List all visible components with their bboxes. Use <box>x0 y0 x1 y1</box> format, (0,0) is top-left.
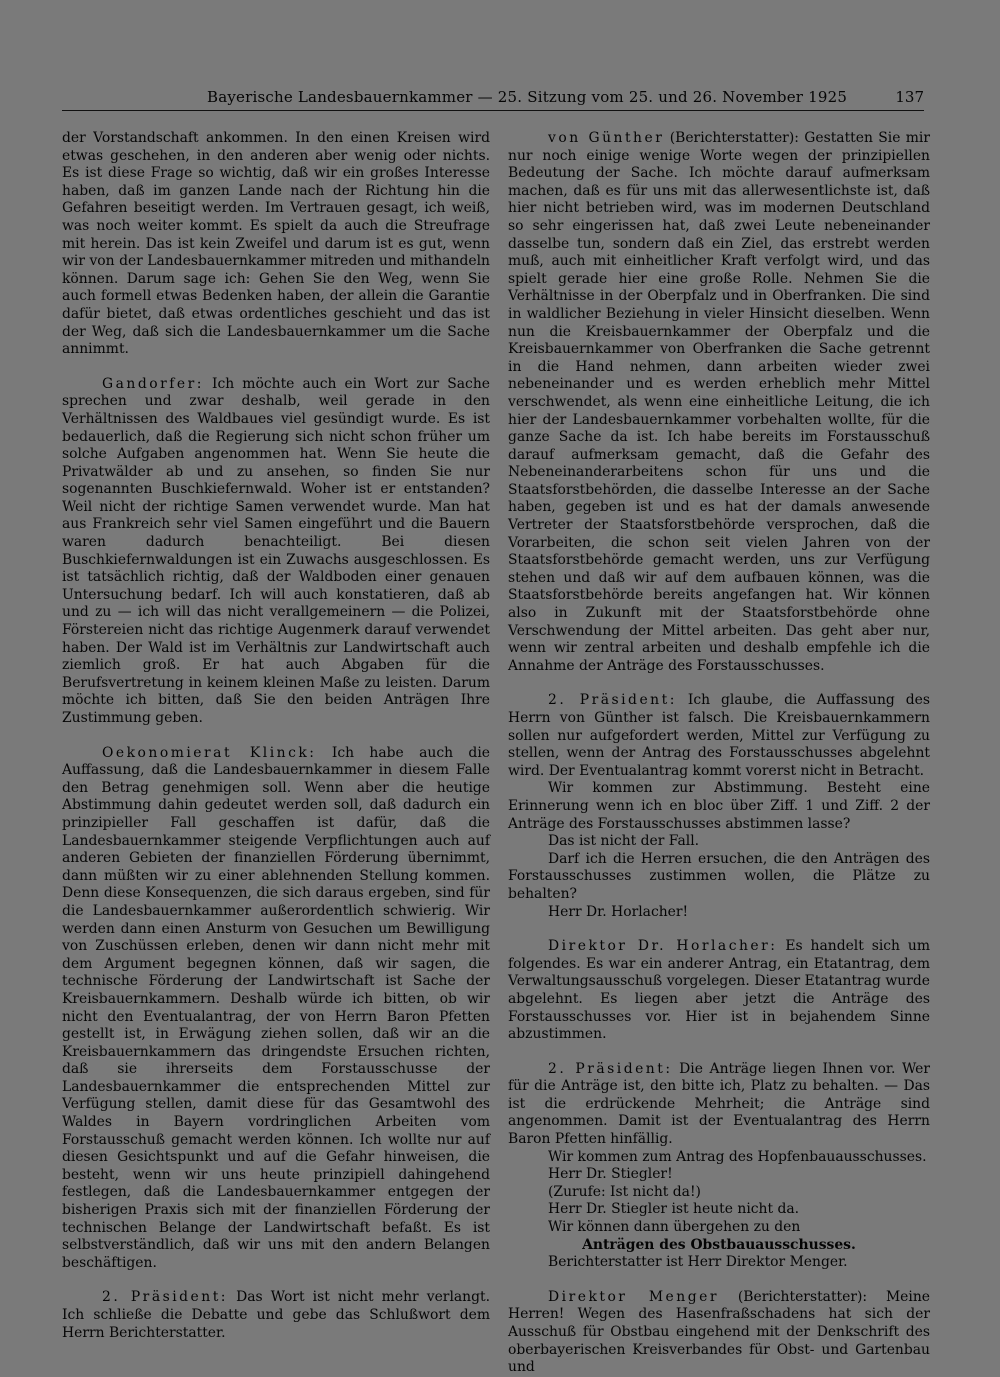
paragraph <box>508 130 930 675</box>
speech-text: Ich glaube, die Auffassung des Herrn von Günther ist falsch. Die Kreisbauernkammern sollen nur aufgefordert werden, Mittel zur Verfügung zu stellen, wenn der Antrag des Forstausschusses abgelehnt wird. Der Eventualantrag kommt vorerst nicht in Betracht. <box>508 692 930 779</box>
speech-text: Ich habe auch die Auffassung, daß die Landesbauernkammer in diesem Falle den Betrag genehmigen soll. Wenn aber die heutige Abstimmung dahin gedeutet werden soll, daß dadurch ein prinzipieller Fall geschaffen ist dafür, daß die Landesbauernkammer steigende Verpflichtungen auch auf anderen Gebieten der finanziellen Förderung übernimmt, dann müßten wir zu einer ablehnenden Stellung kommen. Denn diese Konsequenzen, die sich daraus ergeben, sind für die Landesbauernkammer außerordentlich schwierig. Wir werden dann einen Ansturm von Gesuchen um Bewilligung von Zuschüssen erleben, denen wir dann nicht mehr mit dem Argument begegnen können, daß wir sagen, die technische Förderung der Landwirtschaft ist Sache der Kreisbauernkammern. Deshalb würde ich bitten, ob wir nicht den Eventualantrag, der von Herrn Baron Pfetten gestellt ist, in Erwägung ziehen sollen, daß wir an die Kreisbauernkammern das dringendste Ersuchen richten, daß sie ihrerseits dem Forstausschusse der Landesbauernkammer die entsprechenden Mittel zur Verfügung stellen, damit diese für das Gesamtwohl des Waldes in Bayern vordringlichen Arbeiten vom Forstausschuß gemacht werden können. Ich wollte nur auf diesen Gesichtspunkt und auf die Gefahr hinweisen, die besteht, wenn wir uns heute prinzipiell dahingehend festlegen, daß die Landesbauernkammer entgegen der bisherigen Praxis sich mit der finanziellen Förderung der technischen Belange der Landwirtschaft befaßt. Es ist selbstverständlich, daß wir uns mit den andern Belangen beschäftigen. <box>62 744 490 1271</box>
paragraph: der Vorstandschaft ankommen. In den einen Kreisen wird etwas geschehen, in den anderen aber wenig oder nichts. Es ist diese Frage so wichtig, daß wir ein großes Interesse haben, daß im ganzen Lande nach der Richtung hin die Gefahren beseitigt werden. Im Vertrauen gesagt, ich weiß, was noch weiter kommt. Es spielt da auch die Streufrage mit herein. Das ist kein Zweifel und darum ist es gut, wenn wir von der Landesbauernkammer mitreden und mithandeln können. Darum sage ich: Gehen Sie den Weg, wenn Sie auch formell etwas Bedenken haben, der allein die Garantie dafür bietet, daß etwas ordentliches geschieht und das ist der Weg, daß sich die Landesbauernkammer um die Sache annimmt. <box>62 130 490 358</box>
page-number: 137 <box>895 88 924 106</box>
speech-text: (Berichterstatter): Meine Herren! Wegen des Hasenfraßschadens hat sich der Ausschuß für Obstbau eingehend mit der Denkschrift des oberbayerischen Kreisverbandes für Obst- und Gartenbau und <box>508 1288 930 1376</box>
paragraph <box>508 938 930 1044</box>
speaker-name: Direktor Dr. Horlacher: <box>548 938 778 955</box>
paragraph: Herr Dr. Stiegler! <box>548 1166 673 1183</box>
speaker-name: Gandorfer: <box>102 375 204 392</box>
speaker-name: Direktor Menger <box>548 1288 719 1305</box>
speech-text: Die Anträge liegen Ihnen vor. Wer für die Anträge ist, den bitte ich, Platz zu behalten. — Das ist die erdrückende Mehrheit; die Anträge sind angenommen. Damit ist der Eventualantrag des Herrn Baron Pfetten hinfällig. <box>508 1060 931 1148</box>
paragraph <box>508 692 930 780</box>
paragraph: Herr Dr. Horlacher! <box>548 903 689 920</box>
speaker-name: 2. Präsident: <box>548 1060 673 1077</box>
paragraph <box>508 1289 930 1377</box>
paragraph: Wir kommen zur Abstimmung. Besteht eine Erinnerung wenn ich en bloc über Ziff. 1 und Ziff. 2 der Anträge des Forstausschusses abstimmen lasse? <box>508 780 930 832</box>
paragraph: (Zurufe: Ist nicht da!) <box>548 1183 701 1200</box>
running-title: Bayerische Landesbauernkammer — 25. Sitzung vom 25. und 26. November 1925 <box>207 88 848 106</box>
right-column <box>508 130 930 1377</box>
speech-text: (Berichterstatter): Gestatten Sie mir nur noch einige wenige Worte wegen der prinzipiellen Bedeutung der Sache. Ich möchte darauf aufmerksam machen, daß es für uns mit das allerwesentlichste ist, daß hier nicht betrieben wird, was im modernen Deutschland so sehr eingerissen hat, daß zwei Leute nebeneinander dasselbe tun, sondern daß ein Ziel, das erstrebt werden muß, auch mit einheitlicher Kraft verfolgt wird, und das spielt gerade hier eine große Rolle. Nehmen Sie die Verhältnisse in der Oberpfalz und in Oberfranken. Die sind in waldlicher Beziehung in vieler Hinsicht dieselben. Wenn nun die Kreisbauernkammer der Oberpfalz und die Kreisbauernkammer von Oberfranken die Sache getrennt in die Hand nehmen, dann arbeiten wieder zwei nebeneinander und es werden erheblich mehr Mittel verschwendet, als wenn eine einheitliche Leitung, die ich hier der Landesbauernkammer vorbehalten wollte, für die ganze Sache da ist. Ich habe bereits im Forstausschuß darauf aufmerksam gemacht, daß die Gefahr des Nebeneinanderarbeitens schon für uns und die Staatsforstbehörden, die dasselbe Interesse an der Sache haben, gegeben ist und es hat der damals anwesende Vertreter der Staatsforstbehörde versprochen, daß die Vorarbeiten, die schon seit vielen Jahren von der Staatsforstbehörde gemacht werden, uns zur Verfügung stehen und daß wir auf dem aufbauen können, was die Staatsforstbehörde bereits angefangen hat. Wir können also in Zukunft mit der Staatsforstbehörde ohne Verschwendung der Mittel arbeiten. Das geht aber nur, wenn wir zentral arbeiten und deshalb empfehle ich die Annahme der Anträge des Forstausschusses. <box>508 130 930 674</box>
page-header <box>62 88 924 111</box>
paragraph: Wir können dann übergehen zu den <box>548 1219 801 1236</box>
speech-text: Das Wort ist nicht mehr verlangt. Ich schließe die Debatte und gebe das Schlußwort dem Herrn Berichterstatter. <box>62 1289 491 1341</box>
speech-text: Es handelt sich um folgendes. Es war ein anderer Antrag, ein Etatantrag, dem Verwaltungsausschuß vorgelegen. Dieser Etatantrag wurde abgelehnt. Es liegen aber jetzt die Anträge des Forstausschusses vor. Hier ist in bejahendem Sinne abzustimmen. <box>508 938 931 1043</box>
paragraph: Herr Dr. Stiegler ist heute nicht da. <box>548 1201 800 1218</box>
paragraph <box>62 376 490 728</box>
paragraph: Wir kommen zum Antrag des Hopfenbauausschusses. <box>548 1148 927 1165</box>
speaker-name: Oekonomierat Klinck: <box>102 744 317 761</box>
paragraph: Berichterstatter ist Herr Direktor Menger. <box>548 1254 848 1271</box>
left-column <box>62 130 490 1342</box>
paragraph <box>508 1061 930 1149</box>
speaker-name: von Günther <box>548 130 665 146</box>
paragraph: Darf ich die Herren ersuchen, die den Anträgen des Forstausschusses zustimmen wollen, die Plätze zu behalten? <box>508 850 930 902</box>
speech-text: Ich möchte auch ein Wort zur Sache sprechen und zwar deshalb, weil gerade in den Verhältnissen des Waldbaues viel gesündigt wurde. Es ist bedauerlich, daß die Regierung sich nicht schon früher um solche Aufgaben angenommen hat. Wenn Sie heute die Privatwälder ab und zu ansehen, so finden Sie nur sogenannten Buschkiefernwald. Woher ist er entstanden? Weil nicht der richtige Samen verwendet wurde. Man hat aus Frankreich sehr viel Samen eingeführt und die Bauern waren dadurch benachteiligt. Bei diesen Buschkiefernwaldungen ist ein Zuwachs ausgeschlossen. Es ist tatsächlich richtig, daß der Waldboden einer genauen Untersuchung bedarf. Ich will auch konstatieren, daß ab und zu — ich will das nicht verallgemeinern — die Polizei, Förstereien nicht das richtige Augenmerk darauf verwendet haben. Der Wald ist im Verhältnis zur Landwirtschaft auch ziemlich groß. Er hat auch Abgaben für die Berufsvertretung in keinem kleinen Maße zu leisten. Darum möchte ich bitten, daß Sie den beiden Anträgen Ihre Zustimmung geben. <box>62 375 490 726</box>
speaker-name: 2. Präsident: <box>548 692 677 709</box>
speaker-name: 2. Präsident: <box>102 1289 228 1306</box>
section-heading: Anträgen des Obstbauausschusses. <box>582 1236 856 1253</box>
paragraph <box>62 1289 490 1342</box>
paragraph <box>62 745 490 1273</box>
paragraph: Das ist nicht der Fall. <box>548 833 700 850</box>
